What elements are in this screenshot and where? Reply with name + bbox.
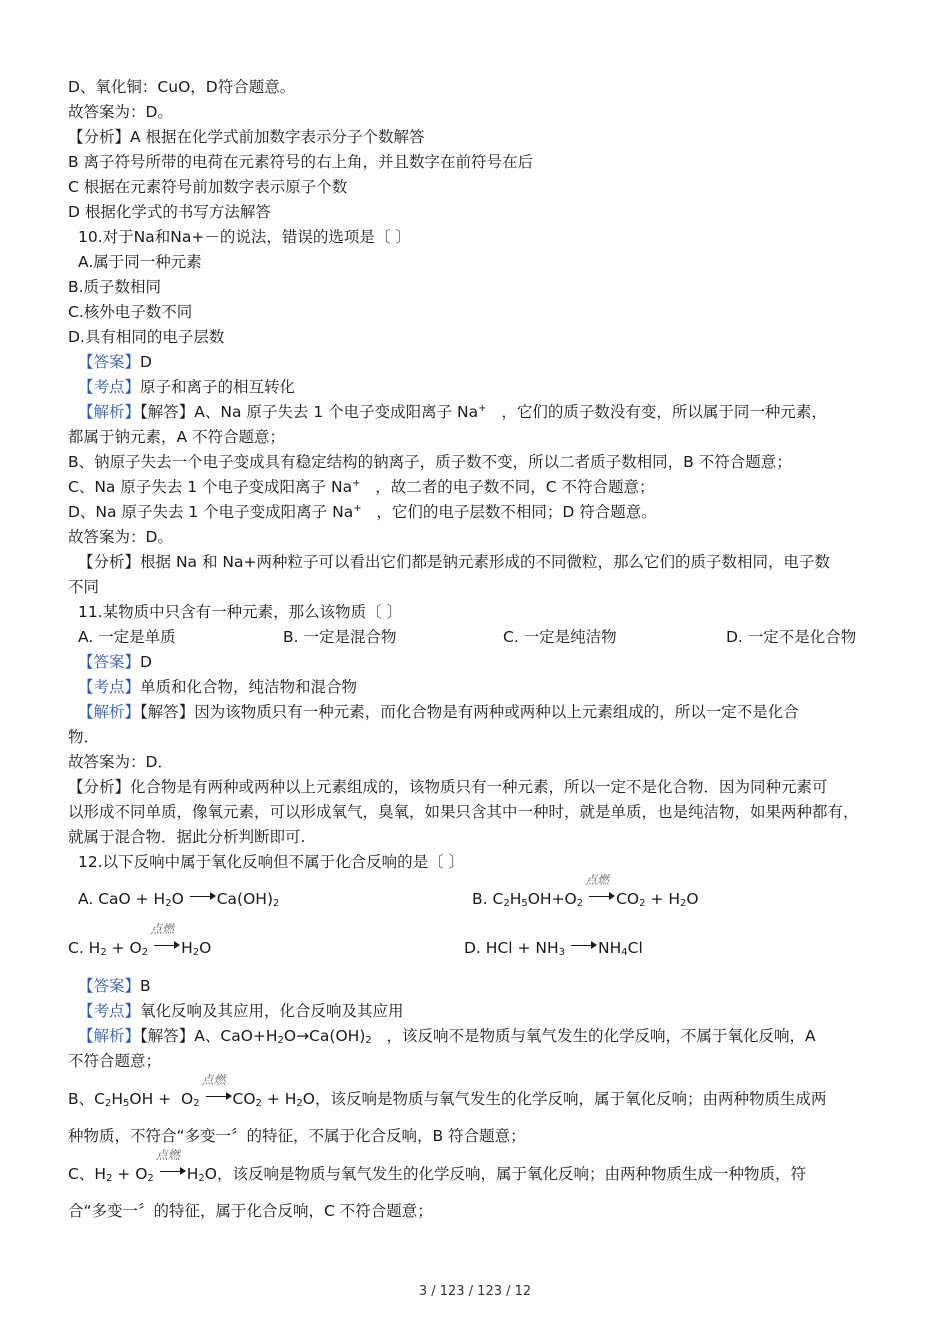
q10-option-a: A.属于同一种元素 — [78, 253, 202, 271]
q10-stem: 10.对于Na和Na+－的说法，错误的选项是〔 〕 — [78, 228, 411, 246]
q11-analysis-3: 就属于混合物．据此分析判断即可. — [68, 828, 306, 846]
explain-tag: 【解析】 — [78, 403, 141, 421]
reaction-arrow-icon — [190, 890, 216, 902]
prev-analysis-a: 【分析】A 根据在化学式前加数字表示分子个数解答 — [68, 128, 425, 146]
q12-option-d: D. HCl + $NH_3$ $NH_4Cl$ — [464, 939, 643, 958]
q10-option-d: D.具有相同的电子层数 — [68, 328, 225, 346]
q11-knowledge-point: 【考点】单质和化合物，纯洁物和混合物 — [78, 678, 358, 696]
q11-analysis-2: 以形成不同单质，像氧元素，可以形成氧气，臭氧，如果只含其中一种时，就是单质，也是纯洁物，如果两种都有， — [68, 803, 859, 821]
q11-option-d: D. 一定不是化合物 — [726, 628, 857, 646]
explain-tag: 【解析】 — [78, 703, 141, 721]
q10-explain-1: 【解析】【解答】A、Na 原子失去 1 个电子变成阳离子 Na+ ，它们的质子数没有变，所以属于同一种元素， — [78, 403, 827, 421]
explain-tag: 【解析】 — [78, 1027, 141, 1045]
analysis-tag: 【分析】 — [78, 553, 141, 571]
q11-explain-3: 故答案为：D． — [68, 753, 173, 771]
prev-line-d: D、氧化铜：CuO，D符合题意。 — [68, 78, 296, 96]
q11-answer: 【答案】D — [78, 653, 152, 671]
prev-analysis-b: B 离子符号所带的电荷在元素符号的右上角，并且数字在前符号在后 — [68, 153, 534, 171]
q12-option-a: A. CaO + $H_2O$ $Ca(OH)_2$ — [78, 890, 280, 909]
reaction-arrow-icon: 点燃 — [160, 1165, 186, 1177]
q11-option-a: A. 一定是单质 — [78, 628, 176, 646]
point-tag: 【考点】 — [78, 1002, 141, 1020]
q10-answer: 【答案】D — [78, 353, 152, 371]
page-footer: 3 / 123 / 123 / 12 — [418, 1284, 532, 1299]
q12-explain-c2: 合“多变一〞的特征，属于化合反响，C 不符合题意； — [68, 1202, 433, 1220]
q10-explain-6: 故答案为：D。 — [68, 528, 173, 546]
q12-knowledge-point: 【考点】氧化反响及其应用，化合反响及其应用 — [78, 1002, 404, 1020]
analysis-tag: 【分析】 — [68, 128, 131, 146]
q12-explain-b1: B、$C_2H_5OH + O_2$ 点燃 $CO_2 + H_2O$，该反响是物质与氧气发生的化学反响，属于氧化反响；由两种物质生成两 — [68, 1073, 827, 1109]
answer-tag: 【答案】 — [78, 653, 141, 671]
q10-explain-4: C、Na 原子失去 1 个电子变成阳离子 Na+ ，故二者的电子数不同，C 不符合题意； — [68, 478, 655, 496]
reaction-arrow-icon — [571, 939, 597, 951]
q10-explain-3: B、钠原子失去一个电子变成具有稳定结构的钠离子，质子数不变，所以二者质子数相同，B 不符合题意； — [68, 453, 792, 471]
answer-tag: 【答案】 — [78, 977, 141, 995]
q12-explain-b2: 种物质，不符合“多变一〞的特征，不属于化合反响，B 符合题意； — [68, 1127, 526, 1145]
answer-tag: 【答案】 — [78, 353, 141, 371]
q12-answer: 【答案】B — [78, 977, 151, 995]
prev-answer: 故答案为：D。 — [68, 103, 173, 121]
q12-explain-a2: 不符合题意； — [68, 1052, 162, 1070]
q11-option-b: B. 一定是混合物 — [283, 628, 397, 646]
point-tag: 【考点】 — [78, 678, 141, 696]
q10-option-c: C.核外电子数不同 — [68, 303, 193, 321]
q11-explain-2: 物． — [68, 728, 100, 746]
q10-option-b: B.质子数相同 — [68, 278, 162, 296]
q10-analysis-2: 不同 — [68, 578, 100, 596]
prev-analysis-c: C 根据在元素符号前加数字表示原子个数 — [68, 178, 348, 196]
q10-explain-2: 都属于钠元素，A 不符合题意； — [68, 428, 286, 446]
q12-explain-c1: C、$H_2 + O_2$ 点燃 $H_2O$，该反响是物质与氧气发生的化学反响，属于氧化反响；由两种物质生成一种物质，符 — [68, 1148, 806, 1184]
q10-knowledge-point: 【考点】原子和离子的相互转化 — [78, 378, 296, 396]
reaction-arrow-icon: 点燃 — [589, 890, 615, 902]
q12-option-c: C. $H_2 + O_2$ 点燃 $H_2O$ — [68, 922, 212, 958]
q11-analysis-1: 【分析】化合物是有两种或两种以上元素组成的，该物质只有一种元素，所以一定不是化合物．因为同种元素可 — [68, 778, 828, 796]
q11-option-c: C. 一定是纯洁物 — [503, 628, 617, 646]
q12-stem: 12.以下反响中属于氧化反响但不属于化合反响的是〔 〕 — [78, 853, 465, 871]
prev-analysis-d: D 根据化学式的书写方法解答 — [68, 203, 271, 221]
q11-explain-1: 【解析】【解答】因为该物质只有一种元素，而化合物是有两种或两种以上元素组成的，所以一定不是化合 — [78, 703, 799, 721]
analysis-tag: 【分析】 — [68, 778, 131, 796]
q12-explain-a1: 【解析】【解答】A、$CaO+H_2O\to Ca(OH)_2$ ，该反响不是物质与氧气发生的化学反响，不属于氧化反响，A — [78, 1027, 816, 1046]
q11-stem: 11.某物质中只含有一种元素，那么该物质〔 〕 — [78, 603, 403, 621]
reaction-arrow-icon: 点燃 — [154, 939, 180, 951]
point-tag: 【考点】 — [78, 378, 141, 396]
reaction-arrow-icon: 点燃 — [206, 1090, 232, 1102]
q10-explain-5: D、Na 原子失去 1 个电子变成阳离子 Na+ ，它们的电子层数不相同；D 符合题意。 — [68, 503, 657, 521]
q12-option-b: B. $C_2H_5OH+O_2$ 点燃 $CO_2 + H_2O$ — [472, 873, 699, 909]
q10-analysis-1: 【分析】根据 Na 和 Na+两种粒子可以看出它们都是钠元素形成的不同微粒，那么它们的质子数相同，电子数 — [78, 553, 830, 571]
